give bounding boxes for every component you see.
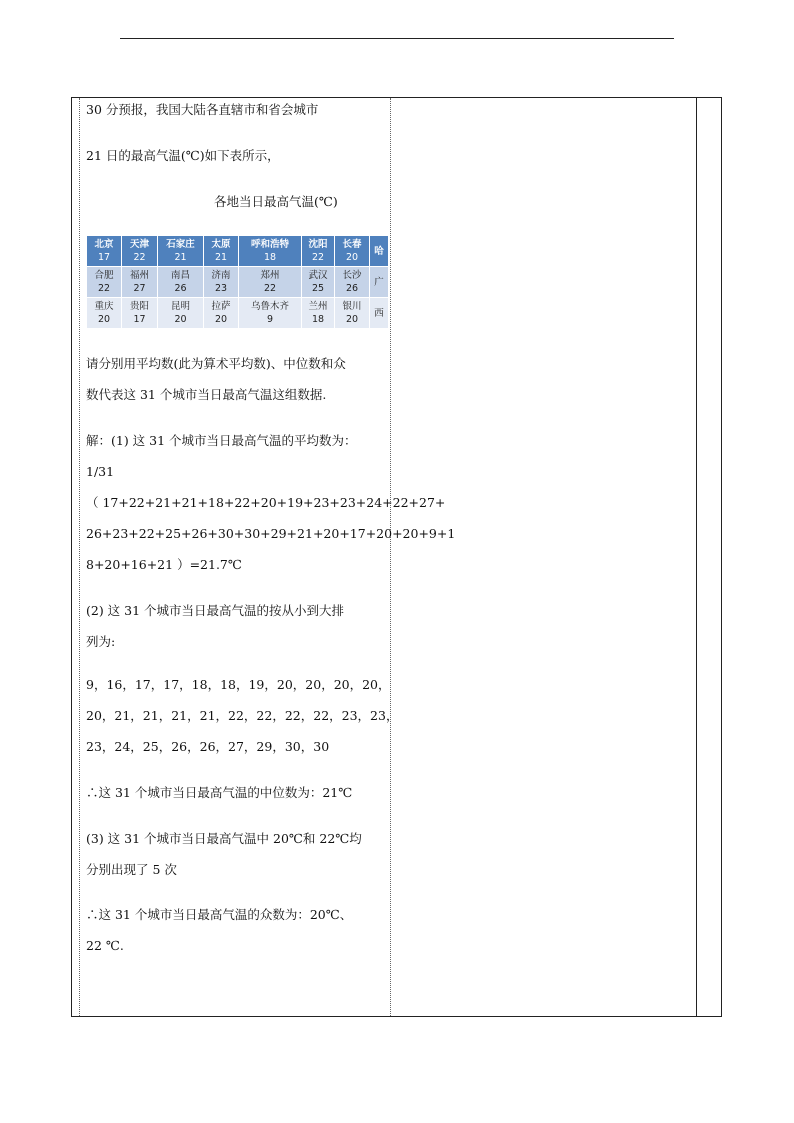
table-cell xyxy=(239,298,302,329)
city-temperature: 22 xyxy=(97,283,111,294)
lesson-content xyxy=(86,97,456,1017)
table-cell xyxy=(370,267,389,298)
table-cell xyxy=(158,298,204,329)
intro-line-1: 30 分预报，我国大陆各直辖市和省会城市 xyxy=(86,102,319,117)
city-name: 广 xyxy=(374,276,384,288)
city-temperature: 9 xyxy=(266,314,274,325)
solution-line-5: 8+20+16+21 ）=21.7℃ xyxy=(86,557,242,572)
city-name: 北京 xyxy=(94,239,114,250)
right-column-divider xyxy=(696,98,697,1016)
city-name: 福州 xyxy=(129,270,149,281)
city-name: 长春 xyxy=(342,239,362,250)
table-cell xyxy=(302,298,335,329)
city-temperature: 20 xyxy=(97,314,111,325)
sorted-values-line-3: 23，24，25，26，26，27，29，30，30 xyxy=(86,739,330,754)
table-cell xyxy=(87,236,122,267)
city-temperature: 25 xyxy=(311,283,325,294)
table-cell xyxy=(335,236,370,267)
city-name: 合肥 xyxy=(94,270,114,281)
city-name: 济南 xyxy=(211,270,231,281)
table-cell xyxy=(204,298,239,329)
table-cell xyxy=(370,298,389,329)
table-cell xyxy=(158,236,204,267)
city-name: 呼和浩特 xyxy=(250,239,289,250)
table-cell xyxy=(122,298,158,329)
table-row xyxy=(87,236,389,267)
city-name: 沈阳 xyxy=(308,239,328,250)
mode-result-line-2: 22 ℃. xyxy=(86,938,124,953)
table-cell xyxy=(122,236,158,267)
city-temperature: 18 xyxy=(311,314,325,325)
sorted-values-line-2: 20，21，21，21，21，22，22，22，22，23，23， xyxy=(86,708,399,723)
city-temperature: 18 xyxy=(263,252,277,263)
city-name: 郑州 xyxy=(260,270,280,281)
city-name: 兰州 xyxy=(308,301,328,312)
city-temperature: 20 xyxy=(214,314,228,325)
solution-line-3: （ 17+22+21+21+18+22+20+19+23+23+24+22+27+ xyxy=(86,495,446,510)
table-cell xyxy=(204,236,239,267)
header-rule xyxy=(120,38,674,39)
table-row xyxy=(87,298,389,329)
city-temperature: 23 xyxy=(214,283,228,294)
city-name: 拉萨 xyxy=(211,301,231,312)
solution-line-1: 解：(1) 这 31 个城市当日最高气温的平均数为： xyxy=(86,433,357,448)
sorted-values-line-1: 9，16，17，17，18，18，19，20，20，20，20， xyxy=(86,677,391,692)
table-cell xyxy=(335,298,370,329)
table-cell xyxy=(335,267,370,298)
city-name: 石家庄 xyxy=(166,239,195,250)
city-temperature: 21 xyxy=(214,252,228,263)
city-name: 贵阳 xyxy=(129,301,149,312)
table-cell xyxy=(204,267,239,298)
solution-line-4: 26+23+22+25+26+30+30+29+21+20+17+20+20+9+1 xyxy=(86,526,456,541)
solution-line-7: 列为: xyxy=(86,634,116,649)
city-temperature-table xyxy=(86,235,389,329)
table-cell xyxy=(87,298,122,329)
city-name: 南昌 xyxy=(170,270,190,281)
table-cell xyxy=(122,267,158,298)
city-temperature: 26 xyxy=(345,283,359,294)
city-name: 银川 xyxy=(342,301,362,312)
temperature-table-title: 各地当日最高气温(℃) xyxy=(214,194,338,209)
city-name: 昆明 xyxy=(170,301,190,312)
question-line-2: 数代表这 31 个城市当日最高气温这组数据. xyxy=(86,387,327,402)
city-name: 长沙 xyxy=(342,270,362,281)
city-temperature: 22 xyxy=(311,252,325,263)
solution-line-12: (3) 这 31 个城市当日最高气温中 20℃和 22℃均 xyxy=(86,831,362,846)
solution-line-6: (2) 这 31 个城市当日最高气温的按从小到大排 xyxy=(86,603,345,618)
city-temperature: 17 xyxy=(97,252,111,263)
city-temperature: 20 xyxy=(174,314,187,325)
city-temperature: 21 xyxy=(174,252,187,263)
table-cell xyxy=(239,267,302,298)
city-temperature: 22 xyxy=(263,283,277,294)
city-temperature: 17 xyxy=(133,314,146,325)
table-cell xyxy=(158,267,204,298)
city-temperature: 20 xyxy=(345,314,359,325)
table-row xyxy=(87,267,389,298)
table-cell xyxy=(302,236,335,267)
city-temperature: 22 xyxy=(133,252,146,263)
table-cell xyxy=(370,236,389,267)
city-name: 乌鲁木齐 xyxy=(250,301,289,312)
table-cell xyxy=(302,267,335,298)
table-cell xyxy=(87,267,122,298)
city-name: 西 xyxy=(374,307,384,319)
city-name: 武汉 xyxy=(308,270,328,281)
city-temperature: 26 xyxy=(174,283,187,294)
city-name: 重庆 xyxy=(94,301,114,312)
mode-result-line-1: ∴这 31 个城市当日最高气温的众数为：20℃、 xyxy=(86,907,353,922)
question-line-1: 请分别用平均数(此为算术平均数)、中位数和众 xyxy=(86,356,346,371)
middle-dotted-divider xyxy=(390,98,391,1016)
intro-line-2: 21 日的最高气温(℃)如下表所示， xyxy=(86,148,280,163)
city-temperature: 27 xyxy=(133,283,146,294)
median-result: ∴这 31 个城市当日最高气温的中位数为：21℃ xyxy=(86,785,353,800)
city-name: 太原 xyxy=(211,239,231,250)
city-temperature: 20 xyxy=(345,252,359,263)
solution-line-2: 1/31 xyxy=(86,464,115,479)
city-name: 哈 xyxy=(374,245,384,257)
solution-line-13: 分别出现了 5 次 xyxy=(86,862,177,877)
city-name: 天津 xyxy=(129,239,149,250)
table-cell xyxy=(239,236,302,267)
left-dotted-divider xyxy=(79,98,80,1016)
